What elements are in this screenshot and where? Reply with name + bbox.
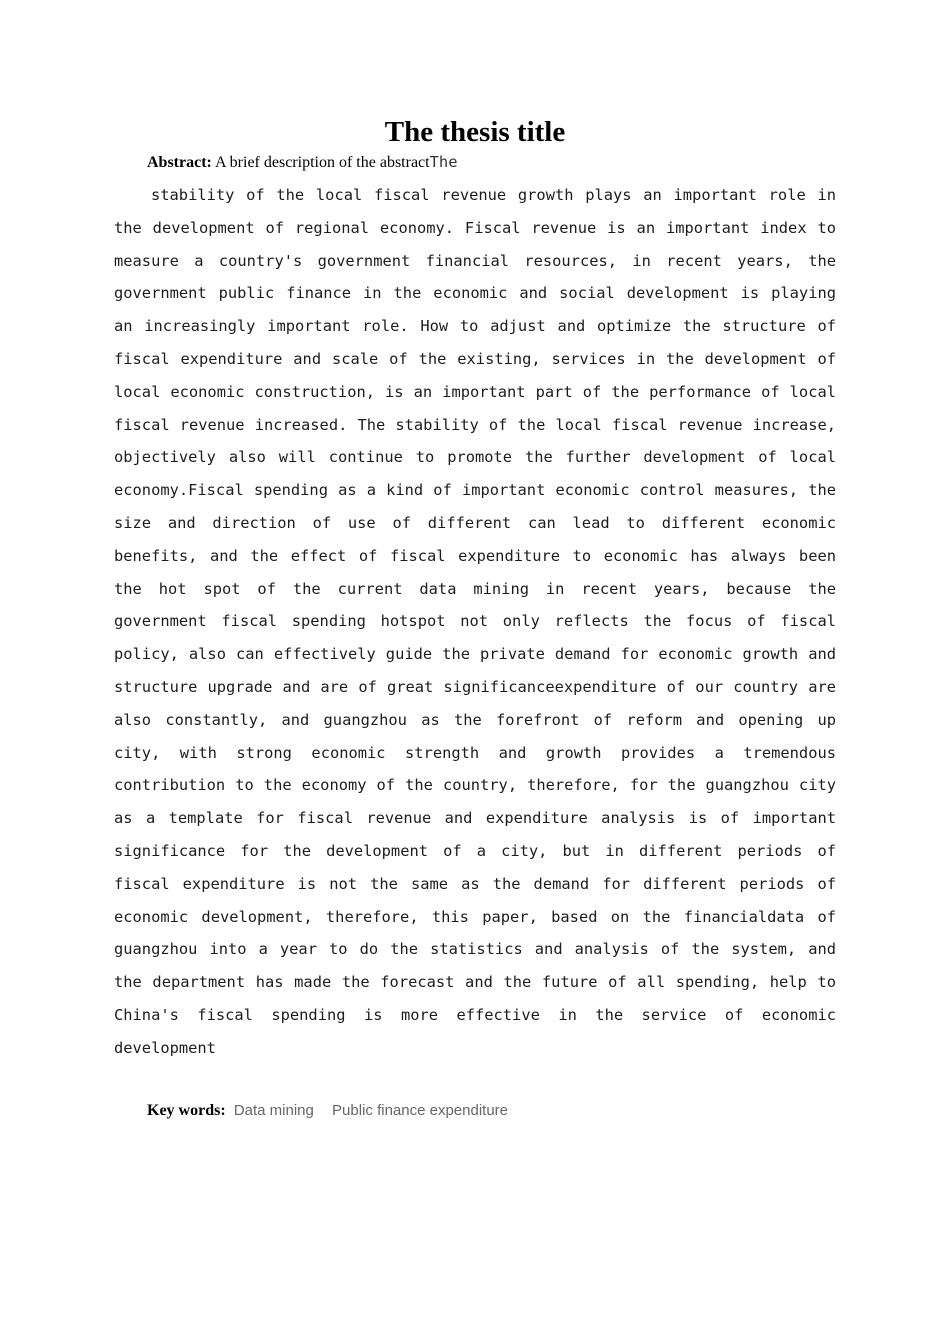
abstract-label: Abstract: xyxy=(147,154,212,171)
keywords-line xyxy=(147,1099,847,1123)
abstract-header xyxy=(147,150,847,175)
keyword-item: Data mining xyxy=(233,1102,314,1119)
thesis-title: The thesis title xyxy=(384,116,566,148)
abstract-lead-word: The xyxy=(429,153,458,171)
abstract-body: stability of the local fiscal revenue growth plays an important role in the development of regional economy. Fiscal revenue is an important index to measure a country's government financial resources, in recent years, the government public finance in the economic and social development is playing an increasingly important role. How to adjust and optimize the structure of fiscal expenditure and scale of the existing, services in the development of local economic construction, is an important part of the performance of local fiscal revenue increased. The stability of the local fiscal revenue increase, objectively also will continue to promote the further development of local economy.Fiscal spending as a kind of important economic control measures, the size and direction of use of different can lead to different economic benefits, and the effect of fiscal expenditure to economic has always been the hot spot of the current data mining in recent years, because the government fiscal spending hotspot not only reflects the focus of fiscal policy, also can effectively guide the private demand for economic growth and structure upgrade and are of great significanceexpenditure of our country are also constantly, and guangzhou as the forefront of reform and opening up city, with strong economic strength and growth provides a tremendous contribution to the economy of the country, therefore, for the guangzhou city as a template for fiscal revenue and expenditure analysis is of important significance for the development of a city, but in different periods of fiscal expenditure is not the same as the demand for different periods of economic development, therefore, this paper, based on the financialdata of guangzhou into a year to do the statistics and analysis of the system, and the department has made the forecast and the future of all spending, help to China's fiscal spending is more effective in the service of economic development xyxy=(114,186,836,1057)
keyword-item: Public finance expenditure xyxy=(332,1102,508,1119)
keywords-label: Key words: xyxy=(147,1102,226,1119)
abstract-description: A brief description of the abstract xyxy=(215,154,430,171)
